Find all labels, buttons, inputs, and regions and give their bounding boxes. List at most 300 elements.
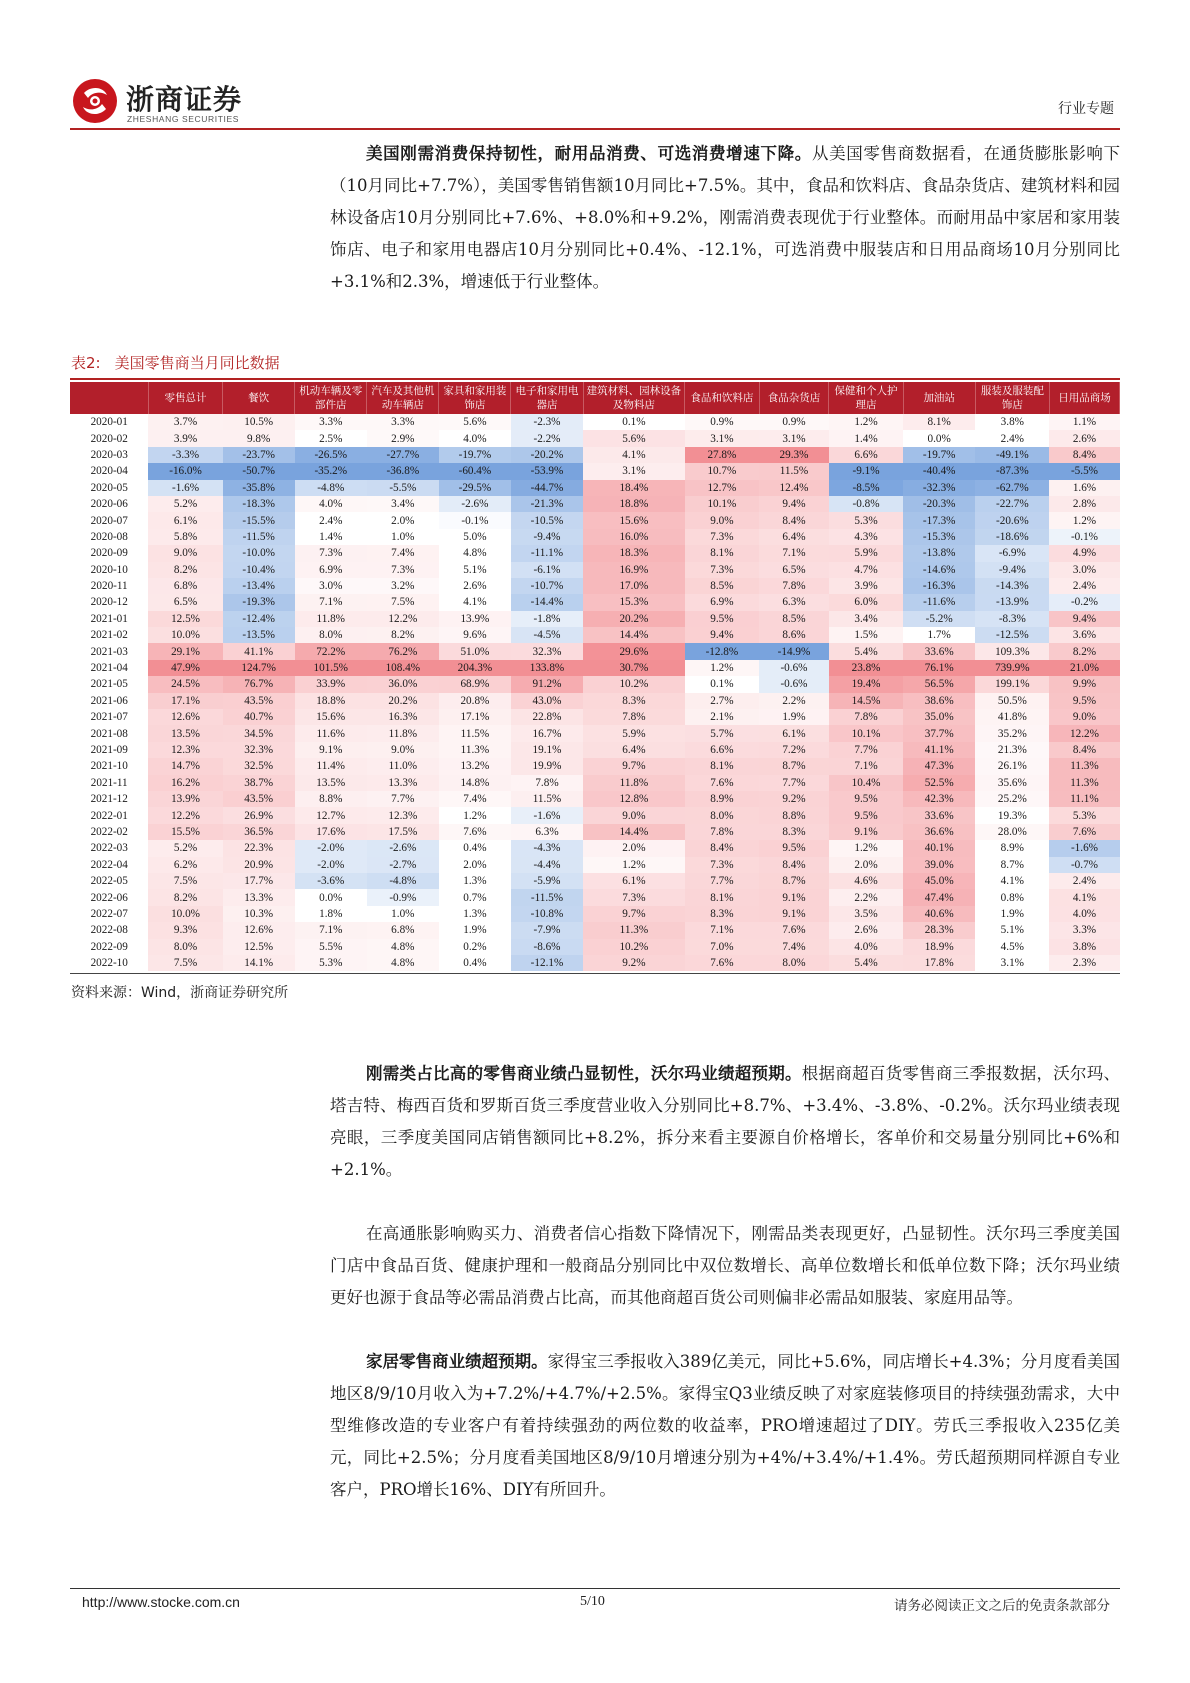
table-cell: 2.4% <box>1000 432 1024 445</box>
column-header: 家具和家用装饰店 <box>439 382 511 414</box>
table-cell: 9.0% <box>148 545 222 561</box>
table-cell: 32.5% <box>223 758 295 774</box>
table-cell: 9.0% <box>1049 709 1119 725</box>
table-cell: -9.4% <box>975 562 1049 578</box>
table-cell: 8.3% <box>759 824 829 840</box>
table-cell: 76.7% <box>223 676 295 692</box>
table-cell: 8.2% <box>367 627 439 643</box>
table-row <box>70 725 1120 741</box>
table-cell: 0.0% <box>319 891 343 904</box>
table-cell: 13.9% <box>148 791 222 807</box>
table-cell: 12.8% <box>583 791 685 807</box>
table-cell: 7.4% <box>439 791 511 807</box>
table-cell: 6.5% <box>759 562 829 578</box>
table-cell: 4.9% <box>1049 545 1119 561</box>
table-cell: 2.8% <box>1049 496 1119 512</box>
table-cell: -2.0% <box>295 840 367 856</box>
table-cell: 13.3% <box>367 775 439 791</box>
table-cell: 45.0% <box>903 873 975 889</box>
table-cell: 11.8% <box>583 775 685 791</box>
table-cell: -4.8% <box>295 480 367 496</box>
table-cell: 13.3% <box>223 889 295 905</box>
table-cell: 3.1% <box>1000 957 1024 970</box>
table-cell: 0.9% <box>685 414 759 430</box>
table-cell: 3.6% <box>1049 627 1119 643</box>
table-row <box>70 742 1120 758</box>
table-cell: 8.4% <box>1049 447 1119 463</box>
row-date: 2020-10 <box>90 563 128 576</box>
table-cell: 8.1% <box>903 414 975 430</box>
table-cell: 9.0% <box>367 742 439 758</box>
row-date: 2020-12 <box>90 596 128 609</box>
table-cell: 6.3% <box>511 824 583 840</box>
table-cell: -14.3% <box>975 578 1049 594</box>
table-cell: 50.5% <box>975 693 1049 709</box>
table-cell: -16.3% <box>903 578 975 594</box>
row-date: 2020-01 <box>90 416 128 429</box>
table-cell: 17.6% <box>295 824 367 840</box>
table-cell: 6.0% <box>829 594 903 610</box>
table-cell: 52.5% <box>903 775 975 791</box>
table-cell: 4.0% <box>463 432 487 445</box>
table-row <box>70 430 1120 446</box>
table-cell: 28.3% <box>903 922 975 938</box>
table-cell: 15.5% <box>148 824 222 840</box>
table-cell: 19.9% <box>511 758 583 774</box>
table-cell: -13.8% <box>903 545 975 561</box>
table-cell: 1.0% <box>391 907 415 920</box>
table-row <box>70 693 1120 709</box>
table-cell: 2.1% <box>685 709 759 725</box>
table-cell: -12.8% <box>685 643 759 659</box>
table-cell: 5.1% <box>463 563 487 576</box>
table-cell: 3.1% <box>759 430 829 446</box>
table-cell: 15.3% <box>583 594 685 610</box>
table-cell: 5.9% <box>829 545 903 561</box>
table-cell: 9.9% <box>1049 676 1119 692</box>
table-cell: 10.0% <box>148 906 222 922</box>
table-cell: 18.8% <box>295 693 367 709</box>
table-cell: -10.0% <box>223 545 295 561</box>
table-cell: 7.1% <box>759 545 829 561</box>
table-cell: -11.6% <box>903 594 975 610</box>
table-cell: 8.7% <box>759 758 829 774</box>
table-cell: -10.5% <box>511 512 583 528</box>
table-cell: 9.4% <box>1049 611 1119 627</box>
table-cell: 8.4% <box>759 512 829 528</box>
table-cell: 4.0% <box>295 496 367 512</box>
table-row <box>70 512 1120 528</box>
table-cell: 12.6% <box>223 922 295 938</box>
row-date: 2021-02 <box>90 629 128 642</box>
table-cell: 43.0% <box>511 693 583 709</box>
table-cell: 8.1% <box>685 889 759 905</box>
table-cell: -2.6% <box>439 496 511 512</box>
table-cell: 7.6% <box>685 775 759 791</box>
column-header: 汽车及其他机动车辆店 <box>367 382 439 414</box>
table-cell: 3.4% <box>829 611 903 627</box>
row-date: 2020-09 <box>90 547 128 560</box>
table-cell: 38.6% <box>903 693 975 709</box>
table-row <box>70 758 1120 774</box>
table-cell: -5.9% <box>511 873 583 889</box>
table-row <box>70 955 1120 971</box>
table-cell: -18.6% <box>975 529 1049 545</box>
table-cell: 5.3% <box>829 512 903 528</box>
table-row <box>70 578 1120 594</box>
table-cell: 20.2% <box>583 611 685 627</box>
table-cell: 0.2% <box>463 940 487 953</box>
table-cell: 11.8% <box>295 611 367 627</box>
table-cell: 9.5% <box>759 840 829 856</box>
table-cell: 16.0% <box>583 529 685 545</box>
table-cell: -6.9% <box>975 545 1049 561</box>
table-cell: 2.6% <box>829 922 903 938</box>
table-cell: 91.2% <box>511 676 583 692</box>
table-cell: -12.5% <box>975 627 1049 643</box>
table-cell: 47.3% <box>903 758 975 774</box>
table-cell: 42.3% <box>903 791 975 807</box>
table-cell: 7.3% <box>685 529 759 545</box>
table-cell: 3.7% <box>148 414 222 430</box>
section-heading: 家居零售商业绩超预期。 <box>366 1352 548 1371</box>
table-row <box>70 922 1120 938</box>
table-cell: 21.3% <box>975 742 1049 758</box>
logo-text-cn: 浙商证券 <box>126 83 243 116</box>
table-cell: -5.5% <box>367 480 439 496</box>
table-cell: 7.6% <box>759 922 829 938</box>
table-cell: 8.7% <box>1000 858 1024 871</box>
table-cell: -3.3% <box>148 447 222 463</box>
table-cell: 8.8% <box>759 807 829 823</box>
table-cell: 35.6% <box>975 775 1049 791</box>
table-cell: 8.9% <box>1000 842 1024 855</box>
table-cell: -17.3% <box>903 512 975 528</box>
table-cell: 2.4% <box>1049 873 1119 889</box>
table-row <box>70 529 1120 545</box>
table-cell: -35.2% <box>295 463 367 479</box>
table-cell: 1.0% <box>391 530 415 543</box>
table-cell: -12.4% <box>223 611 295 627</box>
table-cell: 11.0% <box>367 758 439 774</box>
table-cell: 33.6% <box>903 643 975 659</box>
table-row <box>70 857 1120 873</box>
table-cell: 34.5% <box>223 725 295 741</box>
table-cell: 9.8% <box>223 430 295 446</box>
table-cell: 7.1% <box>295 922 367 938</box>
table-cell: -32.3% <box>903 480 975 496</box>
table-cell: -13.4% <box>223 578 295 594</box>
table-cell: 10.2% <box>583 939 685 955</box>
table-cell: -19.3% <box>223 594 295 610</box>
table-cell: 11.3% <box>439 742 511 758</box>
table-cell: 8.6% <box>759 627 829 643</box>
table-cell: 8.0% <box>685 807 759 823</box>
table-cell: 5.9% <box>583 725 685 741</box>
column-header: 电子和家用电器店 <box>511 382 583 414</box>
table-cell: -0.9% <box>367 889 439 905</box>
table-cell: 9.1% <box>759 906 829 922</box>
table-cell: 9.4% <box>685 627 759 643</box>
table-cell: 204.3% <box>439 660 511 676</box>
footer-url[interactable]: http://www.stocke.com.cn <box>82 1594 240 1610</box>
table-cell: 3.3% <box>1049 922 1119 938</box>
intro-paragraph <box>330 138 1120 298</box>
table-cell: 7.7% <box>829 742 903 758</box>
table-cell: 9.4% <box>759 496 829 512</box>
table-cell: 9.5% <box>685 611 759 627</box>
table-cell: 7.1% <box>295 594 367 610</box>
table-cell: 2.4% <box>1049 578 1119 594</box>
table-cell: 5.5% <box>295 939 367 955</box>
table-cell: 3.3% <box>367 414 439 430</box>
section-text: 在高通胀影响购买力、消费者信心指数下降情况下，刚需品类表现更好，凸显韧性。沃尔玛三季度美国门店中食品百货、健康护理和一般商品分别同比中双位数增长、高单位数增长和低单位数下降；沃尔玛业绩更好也源于食品等必需品消费占比高，而其他商超百货公司则偏非必需品如服装、家庭用品等。 <box>330 1224 1120 1307</box>
table-cell: 1.4% <box>319 530 343 543</box>
table-cell: 12.2% <box>1049 725 1119 741</box>
table-cell: 35.0% <box>903 709 975 725</box>
table-cell: 10.5% <box>223 414 295 430</box>
table-row <box>70 594 1120 610</box>
table-cell: 2.0% <box>391 514 415 527</box>
table-cell: 3.1% <box>583 463 685 479</box>
table-row <box>70 496 1120 512</box>
table-cell: -8.6% <box>511 939 583 955</box>
table-cell: 133.8% <box>511 660 583 676</box>
table-cell: -15.3% <box>903 529 975 545</box>
table-cell: 4.8% <box>463 547 487 560</box>
table-cell: 40.6% <box>903 906 975 922</box>
table-cell: -27.7% <box>367 447 439 463</box>
table-cell: 33.6% <box>903 807 975 823</box>
row-date: 2020-03 <box>90 448 128 461</box>
table-cell: 4.0% <box>829 939 903 955</box>
table-cell: -10.8% <box>511 906 583 922</box>
logo-text-en: ZHESHANG SECURITIES <box>127 114 239 124</box>
table-cell: 35.2% <box>975 725 1049 741</box>
table-cell: 9.6% <box>439 627 511 643</box>
table-row <box>70 709 1120 725</box>
table-cell: 7.7% <box>367 791 439 807</box>
table-cell: -14.9% <box>759 643 829 659</box>
table-cell: 6.9% <box>685 594 759 610</box>
table-cell: -0.6% <box>759 676 829 692</box>
table-cell: 18.3% <box>583 545 685 561</box>
table-cell: 38.7% <box>223 775 295 791</box>
table-cell: 0.1% <box>710 678 734 691</box>
table-title: 美国零售商当月同比数据 <box>114 354 280 372</box>
table-cell: 1.2% <box>583 857 685 873</box>
report-category: 行业专题 <box>1058 101 1114 117</box>
table-caption <box>71 352 280 373</box>
table-cell: 13.9% <box>439 611 511 627</box>
table-cell: 22.8% <box>511 709 583 725</box>
table-cell: 7.1% <box>829 758 903 774</box>
table-cell: 2.0% <box>583 840 685 856</box>
table-cell: 30.7% <box>583 660 685 676</box>
table-cell: 26.1% <box>975 758 1049 774</box>
table-cell: 6.6% <box>829 447 903 463</box>
table-cell: 8.9% <box>685 791 759 807</box>
table-cell: 9.1% <box>829 824 903 840</box>
table-top-rule <box>70 378 1120 380</box>
table-cell: -62.7% <box>975 480 1049 496</box>
row-date: 2021-09 <box>90 744 128 756</box>
table-cell: 14.8% <box>439 775 511 791</box>
table-cell: 19.1% <box>511 742 583 758</box>
table-cell: -50.7% <box>223 463 295 479</box>
table-cell: 8.0% <box>148 939 222 955</box>
table-cell: 9.0% <box>685 512 759 528</box>
row-date: 2022-06 <box>90 891 128 904</box>
table-cell: 7.6% <box>685 955 759 971</box>
table-cell: 2.2% <box>759 693 829 709</box>
table-cell: 16.2% <box>148 775 222 791</box>
table-cell: 1.4% <box>829 430 903 446</box>
table-cell: 7.7% <box>759 775 829 791</box>
table-cell: 14.5% <box>829 693 903 709</box>
table-cell: 1.6% <box>1049 480 1119 496</box>
table-cell: 36.5% <box>223 824 295 840</box>
table-cell: 4.1% <box>463 596 487 609</box>
table-cell: -60.4% <box>439 463 511 479</box>
table-cell: 11.5% <box>511 791 583 807</box>
table-row <box>70 643 1120 659</box>
row-date: 2022-07 <box>90 907 128 920</box>
table-cell: 11.6% <box>295 725 367 741</box>
table-cell: 8.3% <box>583 693 685 709</box>
table-row <box>70 873 1120 889</box>
table-cell: 27.8% <box>685 447 759 463</box>
table-cell: 12.3% <box>367 807 439 823</box>
table-cell: 8.1% <box>685 545 759 561</box>
table-cell: 10.3% <box>223 906 295 922</box>
table-cell: 11.1% <box>1049 791 1119 807</box>
table-cell: 76.1% <box>903 660 975 676</box>
row-date: 2022-09 <box>90 940 128 953</box>
table-cell: 8.2% <box>1049 643 1119 659</box>
row-date: 2021-03 <box>90 645 128 658</box>
table-cell: -20.2% <box>511 447 583 463</box>
table-cell: 4.5% <box>1000 940 1024 953</box>
table-cell: 10.4% <box>829 775 903 791</box>
table-cell: 5.6% <box>583 430 685 446</box>
table-cell: 11.3% <box>583 922 685 938</box>
table-cell: 7.5% <box>148 955 222 971</box>
table-cell: 3.1% <box>685 430 759 446</box>
table-cell: 12.2% <box>367 611 439 627</box>
table-cell: -16.0% <box>148 463 222 479</box>
table-cell: 109.3% <box>975 643 1049 659</box>
table-cell: 6.1% <box>148 512 222 528</box>
table-cell: 47.9% <box>148 660 222 676</box>
table-cell: 10.7% <box>685 463 759 479</box>
table-cell: 12.4% <box>759 480 829 496</box>
table-cell: 7.2% <box>759 742 829 758</box>
table-cell: 7.5% <box>148 873 222 889</box>
table-cell: 8.3% <box>685 906 759 922</box>
table-cell: 14.4% <box>583 824 685 840</box>
table-header-row <box>70 382 1120 414</box>
section-text: 根据商超百货零售商三季报数据，沃尔玛、塔吉特、梅西百货和罗斯百货三季度营业收入分别同比+8.7%、+3.4%、-3.8%、-0.2%。沃尔玛业绩表现亮眼，三季度美国同店销售额同比+8.2%，拆分来看主要源自价格增长，客单价和交易量分别同比+6%和+2.1%。 <box>330 1064 1121 1179</box>
table-cell: 4.1% <box>1049 889 1119 905</box>
table-cell: 1.8% <box>319 907 343 920</box>
table-cell: -1.6% <box>148 480 222 496</box>
table-cell: 17.1% <box>439 709 511 725</box>
table-cell: -13.5% <box>223 627 295 643</box>
row-date: 2021-10 <box>90 760 128 773</box>
table-cell: 47.4% <box>903 889 975 905</box>
footer-divider <box>70 1588 1120 1589</box>
table-cell: 101.5% <box>295 660 367 676</box>
table-cell: 6.6% <box>685 742 759 758</box>
table-cell: 20.2% <box>367 693 439 709</box>
table-row <box>70 660 1120 676</box>
table-cell: -0.8% <box>829 496 903 512</box>
table-cell: -11.5% <box>511 889 583 905</box>
table-cell: -4.4% <box>511 857 583 873</box>
row-date: 2022-02 <box>90 825 128 838</box>
row-date: 2021-12 <box>90 793 128 806</box>
row-date: 2020-05 <box>90 481 128 494</box>
table-bottom-rule <box>70 973 1120 974</box>
table-cell: 7.3% <box>295 545 367 561</box>
table-cell: 13.2% <box>439 758 511 774</box>
table-row <box>70 562 1120 578</box>
table-row <box>70 463 1120 479</box>
table-cell: -4.3% <box>511 840 583 856</box>
table-cell: -35.8% <box>223 480 295 496</box>
table-cell: 15.6% <box>295 709 367 725</box>
table-cell: -9.1% <box>829 463 903 479</box>
table-cell: 1.2% <box>1049 512 1119 528</box>
table-row <box>70 791 1120 807</box>
table-row <box>70 676 1120 692</box>
table-cell: 16.7% <box>511 725 583 741</box>
table-body <box>70 414 1120 971</box>
page-number: 5/10 <box>580 1594 605 1609</box>
table-cell: -3.6% <box>295 873 367 889</box>
table-cell: 24.5% <box>148 676 222 692</box>
section-necessities <box>330 1218 1120 1314</box>
table-cell: -8.5% <box>829 480 903 496</box>
table-cell: 5.8% <box>148 529 222 545</box>
table-cell: 3.8% <box>1000 416 1024 429</box>
table-cell: 1.9% <box>1000 907 1024 920</box>
table-cell: -2.2% <box>511 430 583 446</box>
table-cell: 12.6% <box>148 709 222 725</box>
table-cell: 9.0% <box>583 807 685 823</box>
table-cell: 29.1% <box>148 643 222 659</box>
table-cell: 19.4% <box>829 676 903 692</box>
table-cell: 7.4% <box>367 545 439 561</box>
table-cell: 2.7% <box>685 693 759 709</box>
table-cell: 1.1% <box>1049 414 1119 430</box>
table-cell: -36.8% <box>367 463 439 479</box>
table-cell: 8.4% <box>759 857 829 873</box>
table-cell: 4.0% <box>1049 906 1119 922</box>
table-cell: 0.9% <box>759 414 829 430</box>
table-cell: 29.3% <box>759 447 829 463</box>
table-cell: 2.6% <box>463 580 487 593</box>
table-cell: 9.2% <box>759 791 829 807</box>
table-cell: -29.5% <box>439 480 511 496</box>
table-source: 资料来源：Wind，浙商证券研究所 <box>71 985 289 1001</box>
column-header: 服装及服装配饰店 <box>975 382 1049 414</box>
column-header: 食品和饮料店 <box>685 382 759 414</box>
table-row <box>70 906 1120 922</box>
table-row <box>70 840 1120 856</box>
table-cell: 3.9% <box>148 430 222 446</box>
